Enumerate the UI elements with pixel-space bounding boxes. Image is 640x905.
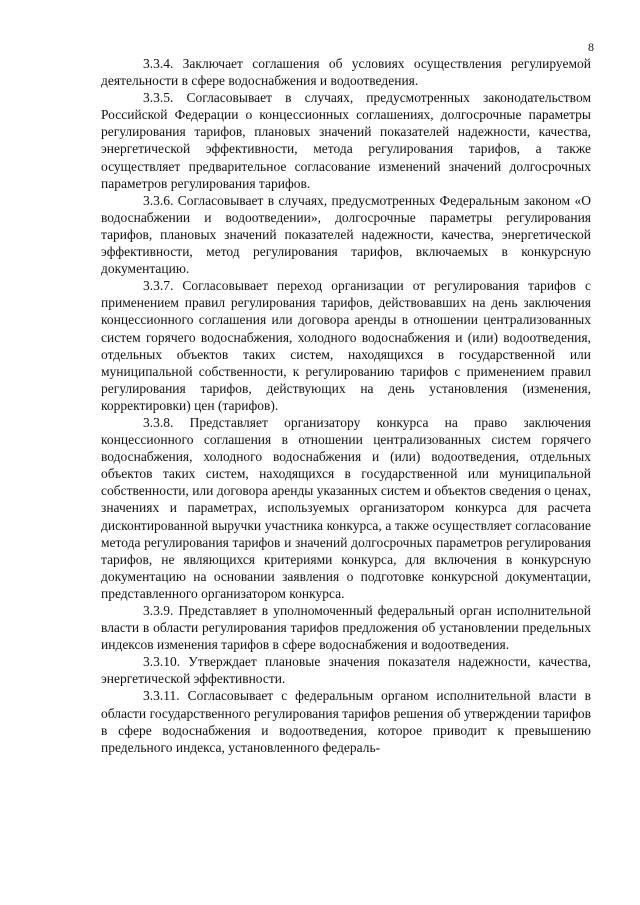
paragraph-3-3-4: 3.3.4. Заключает соглашения об условиях осуществления регулируемой деятельности в сфере водоснабжения и водоотведения.	[101, 56, 591, 89]
paragraph-3-3-5: 3.3.5. Согласовывает в случаях, предусмотренных законодательством Российской Федерации о концессионных соглашениях, долгосрочные параметры регулирования тарифов, плановых значений показателей надежности, качества, энергетической эффективности, метода регулирования тарифов, а также осуществляет предварительное согласование изменений значений долгосрочных параметров регулирования тарифов.	[101, 90, 591, 191]
page-number: 8	[588, 40, 594, 54]
paragraph-3-3-9: 3.3.9. Представляет в уполномоченный федеральный орган исполнительной власти в области регулирования тарифов предложения об установлении предельных индексов изменения тарифов в сфере водоснабжения и водоотведения.	[101, 603, 591, 653]
paragraph-3-3-6: 3.3.6. Согласовывает в случаях, предусмотренных Федеральным законом «О водоснабжении и водоотведении», долгосрочные параметры регулирования тарифов, плановых значений показателей надежности, качества, энергетической эффективности, метод регулирования тарифов, включаемых в конкурсную документацию.	[101, 192, 591, 277]
paragraph-3-3-7: 3.3.7. Согласовывает переход организации от регулирования тарифов с применением правил регулирования тарифов, действовавших на день заключения концессионного соглашения или договора аренды в отношении централизованных систем горячего водоснабжения, холодного водоснабжения и (или) водоотведения, отдельных объектов таких систем, находящихся в государственной или муниципальной собственности, к регулированию тарифов с применением правил регулирования тарифов, действующих на день установления (изменения, корректировки) цен (тарифов).	[101, 278, 591, 413]
document-body	[101, 55, 591, 756]
paragraph-3-3-8: 3.3.8. Представляет организатору конкурса на право заключения концессионного соглашения в отношении централизованных систем горячего водоснабжения, холодного водоснабжения и (или) водоотведения, отдельных объектов таких систем, находящихся в государственной или муниципальной собственности, или договора аренды указанных систем и объектов сведения о ценах, значениях и параметрах, используемых организатором конкурса для расчета дисконтированной выручки участника конкурса, а также осуществляет согласование метода регулирования тарифов и значений долгосрочных параметров регулирования тарифов, не являющихся критериями конкурса, для включения в конкурсную документацию на основании заявления о подготовке конкурсной документации, представленного организатором конкурса.	[101, 414, 591, 601]
paragraph-3-3-10: 3.3.10. Утверждает плановые значения показателя надежности, качества, энергетической эффективности.	[101, 654, 591, 687]
paragraph-3-3-11: 3.3.11. Согласовывает с федеральным органом исполнительной власти в области государственного регулирования тарифов решения об утверждении тарифов в сфере водоснабжения и водоотведения, которое приводит к превышению предельного индекса, установленного федераль-	[101, 688, 591, 755]
